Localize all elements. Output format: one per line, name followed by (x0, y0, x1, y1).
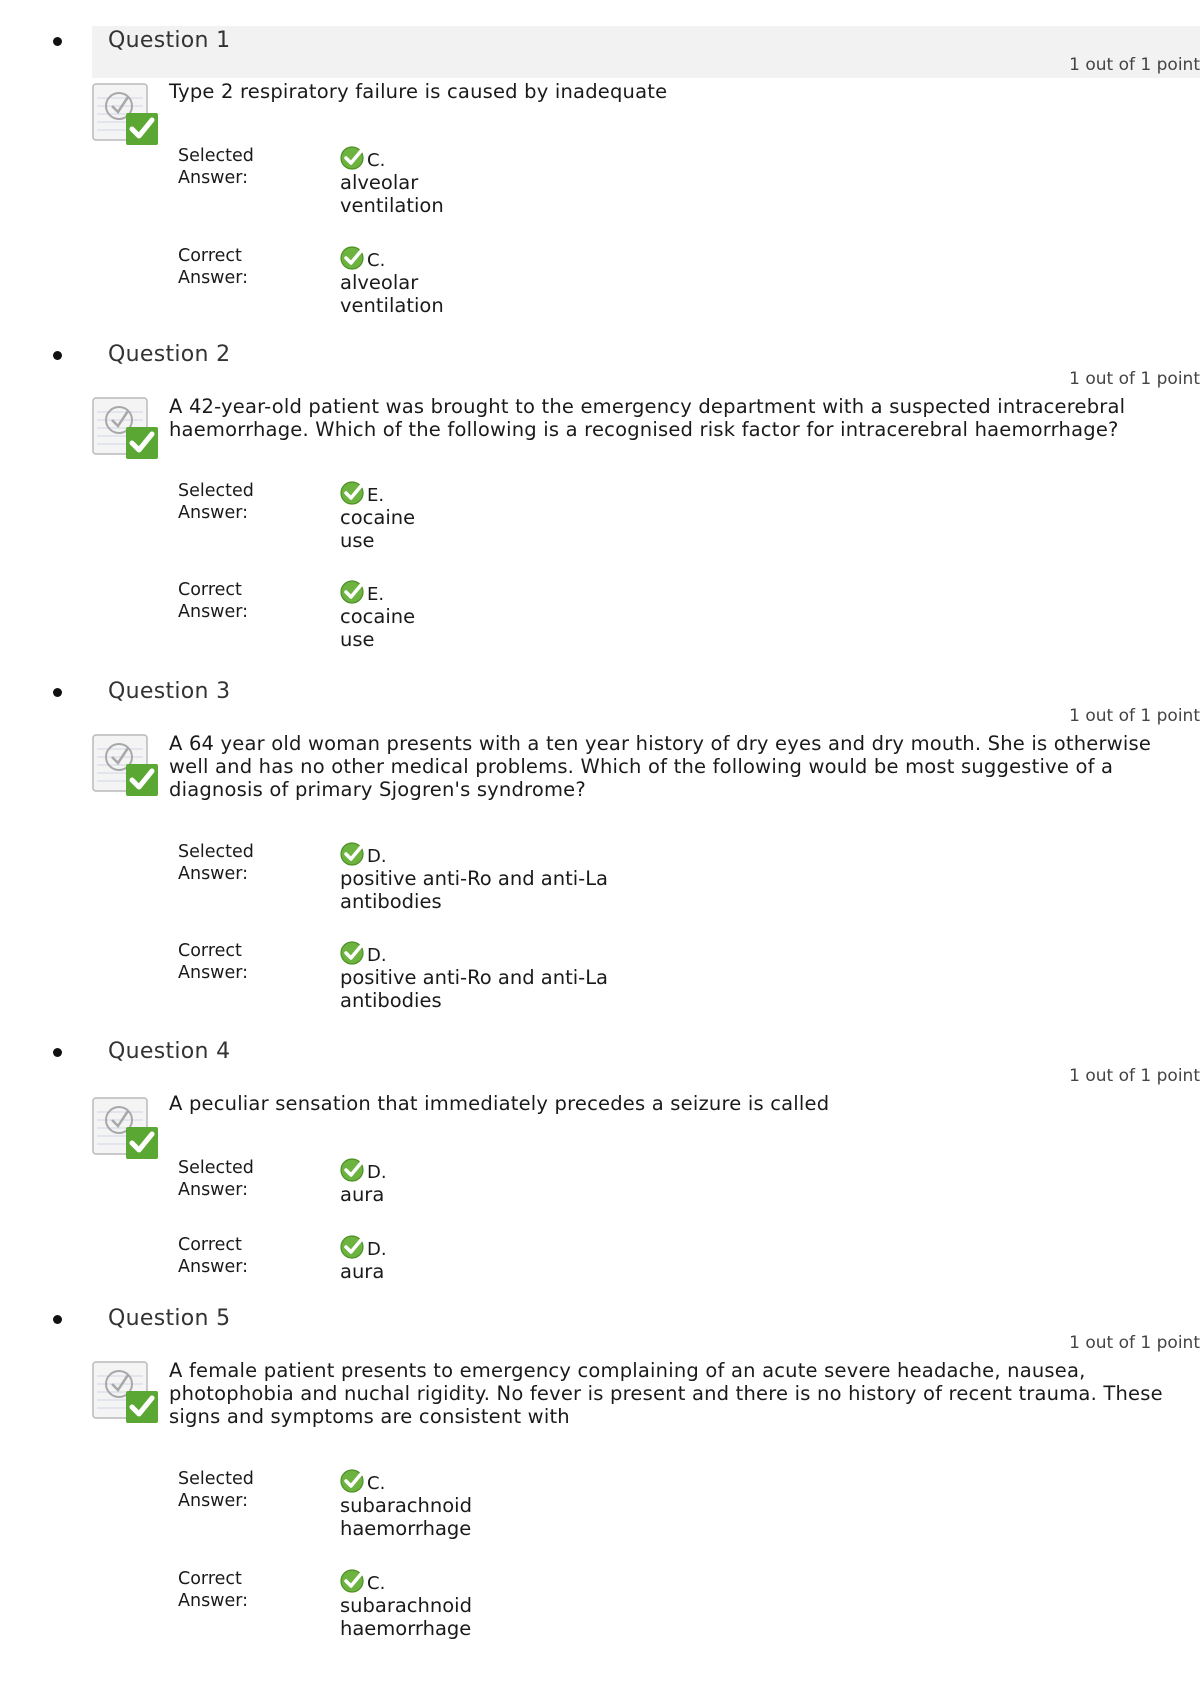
answer-letter: C. (367, 150, 386, 171)
check-mark-icon (340, 841, 366, 867)
answer-text: cocaine use (340, 506, 416, 552)
check-mark-icon (340, 940, 366, 966)
question-header (92, 677, 1200, 729)
question-text: A 42-year-old patient was brought to the emergency department with a suspected intracerebral haemorrhage. Which of the following is a recognised risk factor for intracerebral haemorrhage? (169, 395, 1126, 441)
question-title: Question 5 (108, 1306, 231, 1331)
answer-text: subarachnoid haemorrhage (340, 1594, 472, 1640)
selected-answer-value (340, 480, 440, 552)
selected-answer-label: Selected Answer: (178, 1158, 254, 1200)
question-header (92, 340, 1200, 392)
answer-text: cocaine use (340, 605, 416, 651)
selected-answer-label: Selected Answer: (178, 842, 254, 884)
graded-correct-icon (92, 729, 160, 797)
graded-correct-icon (92, 392, 160, 460)
points-score: 1 out of 1 point (1069, 55, 1200, 75)
answer-letter: C. (367, 250, 386, 271)
answer-text: positive anti-Ro and anti-La antibodies (340, 867, 609, 913)
correct-answer-value (340, 1234, 440, 1283)
answer-letter: D. (367, 945, 387, 966)
points-score: 1 out of 1 point (1069, 1066, 1200, 1086)
answer-letter: D. (367, 846, 387, 867)
graded-correct-icon (92, 78, 160, 146)
selected-answer-label: Selected Answer: (178, 481, 254, 523)
selected-answer-label: Selected Answer: (178, 1469, 254, 1511)
question-text: A peculiar sensation that immediately precedes a seizure is called (169, 1092, 830, 1115)
question-text: A 64 year old woman presents with a ten year history of dry eyes and dry mouth. She is otherwise well and has no other medical problems. Which of the following would be most suggestive of a diagnosis of primary Sjogren's syndrome? (169, 732, 1152, 801)
question-title: Question 2 (108, 342, 231, 367)
check-mark-icon (340, 579, 366, 605)
answer-text: aura (340, 1260, 385, 1283)
correct-answer-label: Correct Answer: (178, 1235, 249, 1277)
answer-text: alveolar ventilation (340, 271, 444, 317)
correct-answer-label: Correct Answer: (178, 941, 249, 983)
check-mark-icon (340, 1234, 366, 1260)
selected-answer-value (340, 145, 460, 217)
selected-answer-label: Selected Answer: (178, 146, 254, 188)
correct-answer-label: Correct Answer: (178, 1569, 249, 1611)
check-mark-icon (340, 1568, 366, 1594)
question-text: Type 2 respiratory failure is caused by inadequate (169, 80, 668, 103)
answer-letter: C. (367, 1473, 386, 1494)
answer-text: alveolar ventilation (340, 171, 444, 217)
answer-letter: E. (367, 584, 385, 605)
check-mark-icon (340, 1468, 366, 1494)
list-bullet (53, 1315, 62, 1324)
question-title: Question 3 (108, 679, 231, 704)
check-mark-icon (340, 480, 366, 506)
answer-letter: D. (367, 1239, 387, 1260)
selected-answer-value (340, 1157, 440, 1206)
check-mark-icon (340, 145, 366, 171)
graded-correct-icon (92, 1356, 160, 1424)
correct-answer-value (340, 1568, 490, 1640)
correct-answer-value (340, 245, 460, 317)
list-bullet (53, 351, 62, 360)
answer-letter: C. (367, 1573, 386, 1594)
correct-answer-value (340, 940, 640, 1012)
question-header (92, 1037, 1200, 1089)
answer-text: aura (340, 1183, 385, 1206)
graded-correct-icon (92, 1092, 160, 1160)
selected-answer-value (340, 841, 640, 913)
question-header (92, 1304, 1200, 1356)
correct-answer-label: Correct Answer: (178, 580, 249, 622)
answer-letter: D. (367, 1162, 387, 1183)
list-bullet (53, 37, 62, 46)
list-bullet (53, 688, 62, 697)
check-mark-icon (340, 1157, 366, 1183)
question-text: A female patient presents to emergency complaining of an acute severe headache, nausea, photophobia and nuchal rigidity. No fever is present and there is no history of recent trauma. These signs and symptoms are consistent with (169, 1359, 1163, 1428)
question-title: Question 1 (108, 28, 231, 53)
answer-text: positive anti-Ro and anti-La antibodies (340, 966, 609, 1012)
list-bullet (53, 1048, 62, 1057)
points-score: 1 out of 1 point (1069, 1333, 1200, 1353)
points-score: 1 out of 1 point (1069, 706, 1200, 726)
points-score: 1 out of 1 point (1069, 369, 1200, 389)
selected-answer-value (340, 1468, 490, 1540)
answer-letter: E. (367, 485, 385, 506)
answer-text: subarachnoid haemorrhage (340, 1494, 472, 1540)
question-header (92, 26, 1200, 78)
check-mark-icon (340, 245, 366, 271)
question-title: Question 4 (108, 1039, 231, 1064)
correct-answer-label: Correct Answer: (178, 246, 249, 288)
correct-answer-value (340, 579, 440, 651)
